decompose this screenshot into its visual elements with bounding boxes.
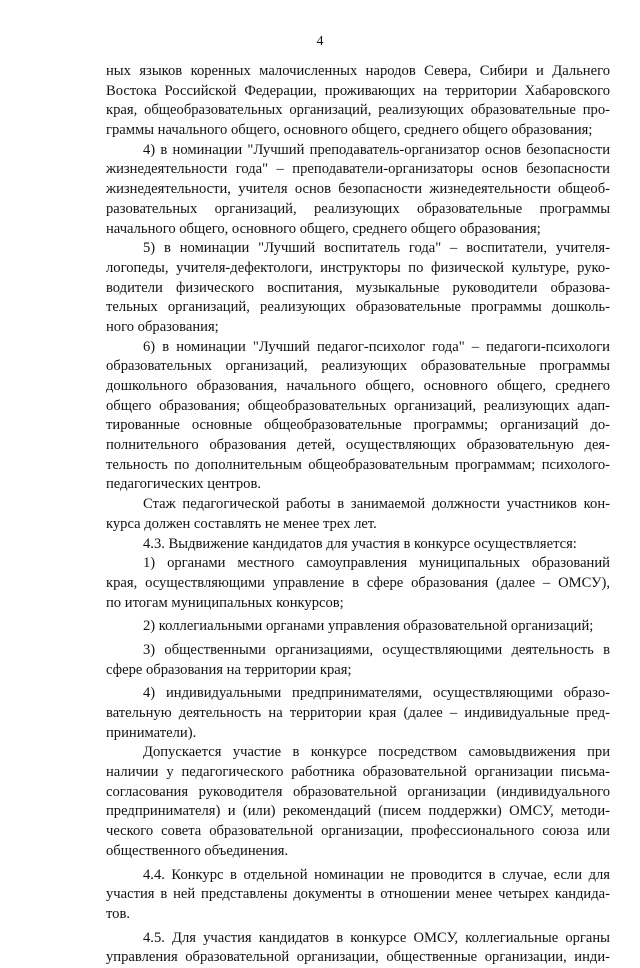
text-line: жизнедеятельности, учителя основ безопасности жизнедеятельности общеоб- — [106, 181, 610, 198]
paragraph — [106, 929, 610, 968]
text-line: ного образования; — [106, 318, 219, 335]
paragraph — [106, 617, 610, 637]
text-line: водители физического воспитания, музыкальные руководители образова- — [106, 279, 610, 296]
text-line: тов. — [106, 905, 131, 922]
text-line: 2) коллегиальными органами управления образовательной организаций; — [143, 618, 594, 635]
text-line: общественного объединения. — [106, 842, 289, 859]
text-line: 4.3. Выдвижение кандидатов для участия в конкурсе осуществляется: — [143, 535, 577, 552]
text-line: 3) общественными организациями, осуществляющими деятельность в — [143, 641, 610, 658]
paragraph — [106, 684, 610, 743]
text-line: сфере образования на территории края; — [106, 661, 352, 678]
text-line: приниматели). — [106, 724, 197, 741]
paragraph — [106, 535, 610, 555]
document-body — [106, 62, 610, 968]
text-line: образовательных организаций, реализующих образовательные программы — [106, 358, 610, 375]
text-line: граммы начального общего, основного общего, среднего общего образования; — [106, 122, 593, 139]
text-line: дошкольного образования, начального общего, основного общего, среднего — [106, 378, 610, 394]
paragraph — [106, 866, 610, 925]
paragraph — [106, 62, 610, 141]
page-number: 4 — [316, 34, 324, 49]
text-line: 4.4. Конкурс в отдельной номинации не проводится в случае, если для — [143, 866, 610, 883]
text-line: Стаж педагогической работы в занимаемой должности участников кон- — [143, 496, 610, 513]
text-line: согласования руководителя образовательной организации (индивидуального — [106, 783, 610, 800]
text-line: по итогам муниципальных конкурсов; — [106, 594, 344, 611]
text-line: педагогических центров. — [106, 476, 262, 493]
text-line: управления образовательной организации, общественные организации, инди- — [106, 949, 610, 966]
paragraph — [106, 338, 610, 496]
text-line: тированные основные общеобразовательные программы; организаций до- — [106, 417, 610, 434]
text-line: полнительного образования детей, осуществляющих образовательную дея- — [106, 437, 610, 454]
text-line: 5) в номинации "Лучший воспитатель года" – воспитатели, учителя- — [143, 240, 610, 257]
paragraph — [106, 495, 610, 534]
text-line: 6) в номинации "Лучший педагог-психолог года" – педагоги-психологи — [143, 338, 610, 355]
text-line: логопеды, учителя-дефектологи, инструкторы по физической культуре, руко- — [106, 259, 610, 276]
text-line: тельность по дополнительным общеобразовательным программам; психолого- — [106, 456, 610, 473]
text-line: общего образования; общеобразовательных организаций, реализующих адап- — [106, 397, 610, 414]
text-line: ных языков коренных малочисленных народов Севера, Сибири и Дальнего — [106, 63, 610, 79]
paragraph — [106, 554, 610, 613]
text-line: 4.5. Для участия кандидатов в конкурсе ОМСУ, коллегиальные органы — [143, 929, 610, 946]
text-line: 4) индивидуальными предпринимателями, осуществляющими образо- — [143, 685, 610, 702]
text-line: жизнедеятельности года" – преподаватели-организаторы основ безопасности — [106, 161, 610, 178]
text-line: вательную деятельность на территории края (далее – индивидуальные пред- — [106, 705, 610, 721]
text-line: наличии у педагогического работника образовательной организации письма- — [106, 764, 610, 781]
text-line: края, общеобразовательных организаций, реализующих образовательные про- — [106, 102, 610, 119]
text-line: начального общего, основного общего, среднего общего образования; — [106, 220, 541, 237]
text-line: ческого совета образовательной организации, профессионального союза или — [106, 823, 610, 840]
text-line: участия в ней представлены документы в отношении менее четырех кандида- — [106, 886, 610, 903]
text-line: курса должен составлять не менее трех лет. — [106, 515, 377, 532]
text-line: предпринимателя) и (или) рекомендаций (писем поддержки) ОМСУ, методи- — [106, 803, 610, 820]
text-line: разовательных организаций, реализующих образовательные программы — [106, 200, 610, 217]
text-line: тельных организаций, реализующих образовательные программы дошколь- — [106, 299, 610, 316]
paragraph — [106, 239, 610, 337]
text-line: края, осуществляющими управление в сфере образования (далее – ОМСУ), — [106, 574, 610, 591]
text-line: 1) органами местного самоуправления муниципальных образований — [143, 555, 610, 572]
paragraph — [106, 141, 610, 239]
text-line: Востока Российской Федерации, проживающих на территории Хабаровского — [106, 82, 610, 99]
text-line: 4) в номинации "Лучший преподаватель-организатор основ безопасности — [143, 141, 610, 158]
text-line: Допускается участие в конкурсе посредством самовыдвижения при — [143, 744, 610, 761]
paragraph — [106, 641, 610, 680]
paragraph — [106, 743, 610, 861]
